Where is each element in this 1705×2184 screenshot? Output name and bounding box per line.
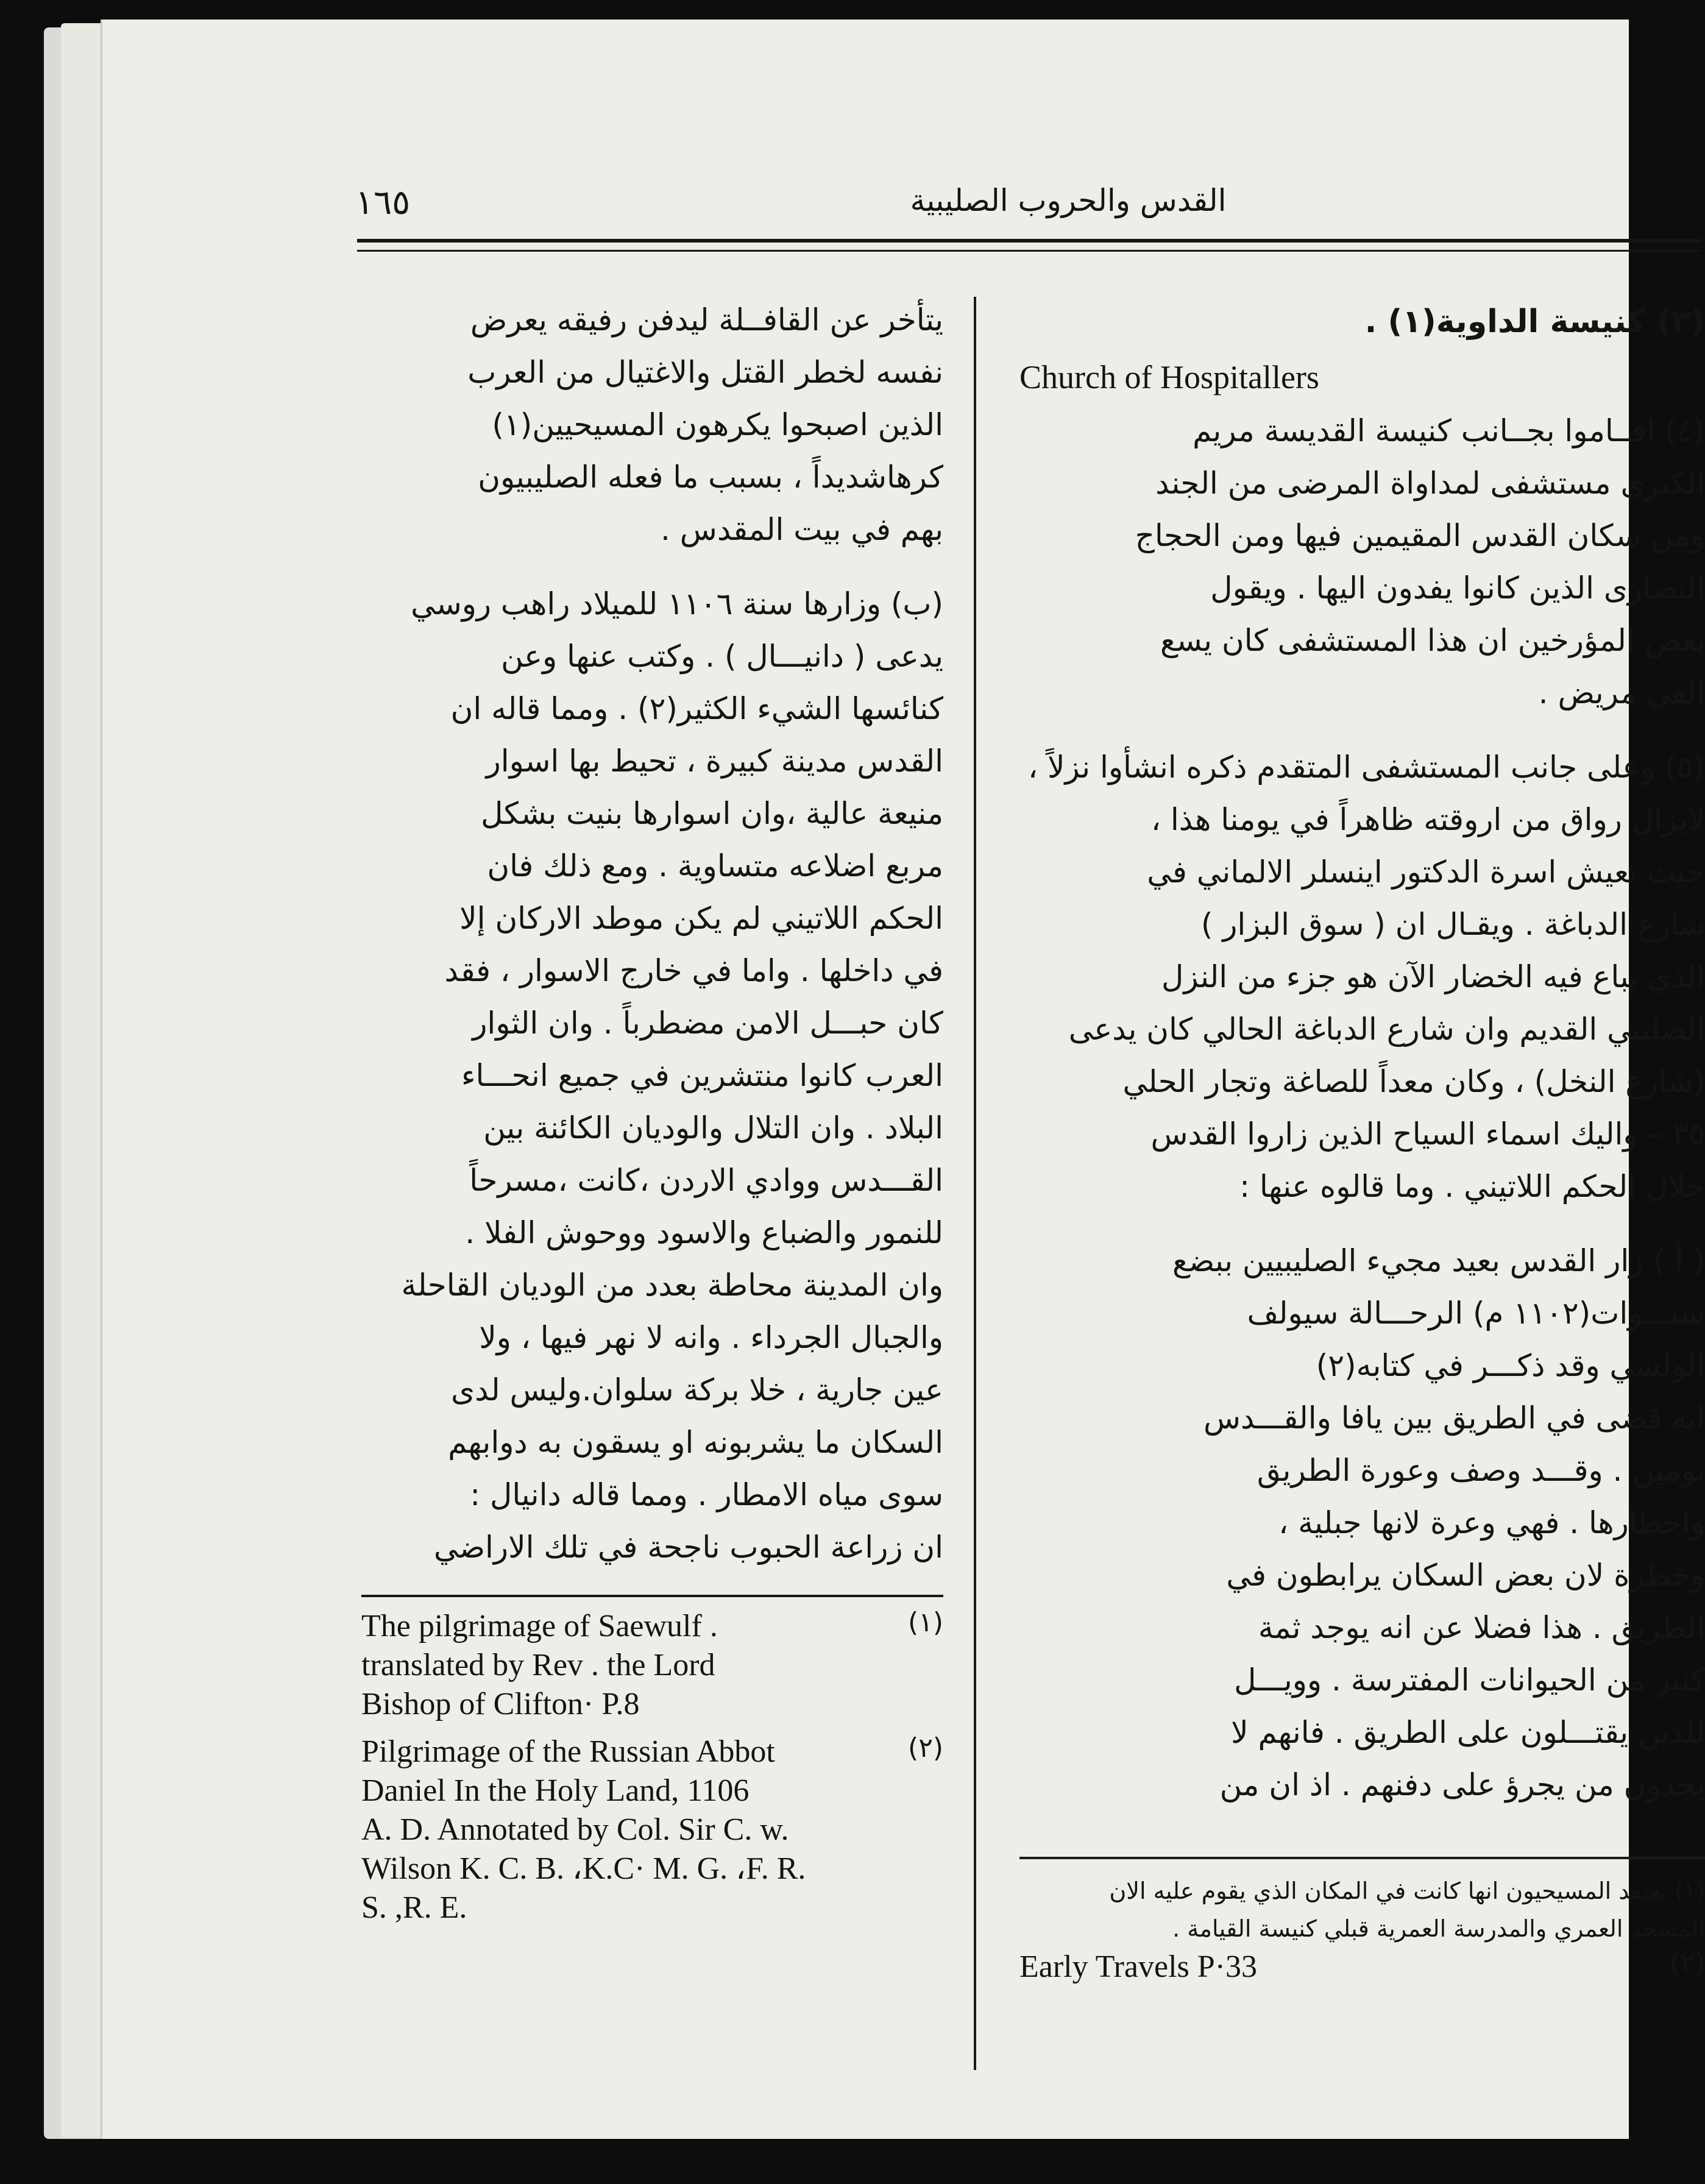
footnote-line: Bishop of Clifton· P.8 [361, 1687, 640, 1721]
footnotes-right [1019, 1872, 1705, 1987]
text-line: الولشي وقد ذكـــر في كتابه(٢) [1316, 1348, 1705, 1383]
text-line: بهم في بيت المقدس . [661, 512, 943, 547]
footnote-1-line: (١) يعتقد المسيحيون انها كانت في المكان الذي يقوم عليه الان [1109, 1877, 1705, 1904]
text-line: البلاد . وان التلال والوديان الكائنة بين [483, 1110, 943, 1146]
text-line: لايزال رواق من اروقته ظاهراً في يومنا هذا ، [1150, 802, 1705, 837]
text-line: (ب) وزارها سنة ١١٠٦ للميلاد راهب روسي [411, 586, 943, 622]
text-line: مربع اضلاعه متساوية . ومع ذلك فان [487, 848, 943, 884]
text-line: للذين يقتـــلون على الطريق . فانهم لا [1231, 1715, 1705, 1750]
text-line: سنـــوات(١١٠٢ م) الرحـــالة سيولف [1247, 1296, 1705, 1331]
text-line: يومين . وقـــد وصف وعورة الطريق [1257, 1453, 1705, 1488]
text-line: في داخلها . واما في خارج الاسوار ، فقد [444, 953, 943, 988]
text-line: القدس مدينة كبيرة ، تحيط بها اسوار [486, 743, 943, 779]
text-line: كثير من الحيوانات المفترسة . وويـــل [1234, 1662, 1705, 1698]
paragraph-a [1019, 1235, 1705, 1811]
text-line: انه قضى في الطريق بين يافا والقـــدس [1203, 1400, 1705, 1436]
page-number: ١٦٥ [355, 183, 411, 222]
running-title: القدس والحروب الصليبية [910, 183, 1227, 218]
text-line: خلال الحكم اللاتيني . وما قالوه عنها : [1239, 1169, 1705, 1204]
footnote-line: Daniel In the Holy Land, 1106 [361, 1773, 750, 1808]
header-rule [357, 239, 1701, 243]
right-column [1019, 294, 1705, 1811]
footnote-2 [1019, 1948, 1705, 1987]
header-rule-thin [357, 250, 1701, 252]
footnote-rule-left [361, 1595, 943, 1597]
footnote-1-marker: (١) [908, 1607, 943, 1638]
footnote-line: Pilgrimage of the Russian Abbot [361, 1734, 775, 1769]
text-line: عين جارية ، خلا بركة سلوان.وليس لدى [451, 1372, 943, 1408]
text-line: للنمور والضباع والاسود ووحوش الفلا . [465, 1215, 943, 1250]
text-line: الحكم اللاتيني لم يكن موطد الاركان إلا [459, 901, 943, 936]
paragraph-35 [1019, 1108, 1705, 1213]
text-line: ٣٥ – واليك اسماء السياح الذين زاروا القدس [1150, 1116, 1705, 1152]
text-line: ان زراعة الحبوب ناجحة في تلك الاراضي [433, 1530, 943, 1565]
text-line: يتأخر عن القافــلة ليدفن رفيقه يعرض [470, 302, 943, 338]
text-line: شارع الدباغة . ويقـال ان ( سوق البزار ) [1200, 907, 1705, 942]
footnote-line: A. D. Annotated by Col. Sir C. w. [361, 1812, 789, 1847]
left-column [361, 294, 943, 1573]
paragraph-4 [1019, 405, 1705, 719]
paragraph-b [361, 578, 943, 1573]
footnote-1-line: المسجد العمري والمدرسة العمرية قبلي كنيسة القيامة . [1172, 1915, 1705, 1942]
text-line: القـــدس ووادي الاردن ،كانت ،مسرحاً [469, 1163, 943, 1198]
text-line: (٥) وعلى جانب المستشفى المتقدم ذكره انشأوا نزلاً ، [1028, 750, 1705, 785]
text-line: كنائسها الشيء الكثير(٢) . ومما قاله ان [450, 691, 943, 726]
text-line: يجدون من يجرؤ على دفنهم . اذ ان من [1219, 1767, 1705, 1803]
text-line: كرهاشديداً ، بسبب ما فعله الصليبيون [478, 459, 943, 495]
footnotes-left [361, 1607, 943, 1927]
text-line: يدعى ( دانيـــال ) . وكتب عنها وعن [501, 639, 943, 674]
footnote-2-marker: (٢) [908, 1732, 943, 1764]
paragraph-continued [361, 294, 943, 556]
text-line: الصليبي القديم وان شارع الدباغة الحالي كان يدعى [1068, 1012, 1705, 1047]
text-line: الفي مريض . [1538, 675, 1705, 711]
text-line: وخطرة لان بعض السكان يرابطون في [1226, 1558, 1705, 1593]
text-line: (٤) اقــاموا بجــانب كنيسة القديسة مريم [1193, 413, 1705, 448]
text-line: السكان ما يشربونه او يسقون به دوابهم [448, 1425, 943, 1460]
section-heading-3: (٣) كنيسة الداوية(١) . [1364, 303, 1705, 340]
text-line: حيث تعيش اسرة الدكتور اينسلر الالماني في [1147, 854, 1705, 890]
text-line: واخطارها . فهي وعرة لانها جبلية ، [1278, 1505, 1705, 1540]
footnote-line: translated by Rev . the Lord [361, 1648, 715, 1682]
footnote-2-text: Early Travels P·33 [1019, 1949, 1257, 1984]
text-line: كان حبـــل الامن مضطرباً . وان الثوار [472, 1005, 943, 1041]
text-line: الذين اصبحوا يكرهون المسيحيين(١) [492, 407, 943, 442]
text-line: ومن سكان القدس المقيمين فيها ومن الحجاج [1135, 518, 1705, 553]
footnote-line: S. ,R. E. [361, 1890, 467, 1925]
text-line: نفسه لخطر القتل والاغتيال من العرب [467, 355, 943, 390]
text-line: بعض المؤرخين ان هذا المستشفى كان يسع [1160, 623, 1705, 658]
text-line: الذي يباع فيه الخضار الآن هو جزء من النزل [1161, 959, 1705, 994]
footnote-rule-right [1019, 1857, 1705, 1859]
footnote-1-en [361, 1607, 943, 1724]
book-page [101, 20, 1705, 2139]
text-line: وان المدينة محاطة بعدد من الوديان القاحلة [401, 1268, 943, 1303]
footnote-line: The pilgrimage of Saewulf . [361, 1609, 718, 1643]
text-line: سوى مياه الامطار . ومما قاله دانيال : [470, 1477, 943, 1512]
text-line: ( أ ) زار القدس بعيد مجيء الصليبيين ببضع [1172, 1243, 1705, 1278]
footnote-2-en [361, 1732, 943, 1927]
text-line: منيعة عالية ،وان اسوارها بنيت بشكل [481, 796, 943, 831]
footnote-line: Wilson K. C. B. ،K.C· M. G. ،F. R. [361, 1851, 806, 1886]
text-line: الكبرى مستشفى لمداواة المرضى من الجند [1155, 466, 1705, 501]
text-line: الطريق . هذا فضلا عن انه يوجد ثمة [1258, 1610, 1705, 1645]
paragraph-5 [1019, 741, 1705, 1108]
running-head [355, 183, 1702, 225]
column-divider [974, 297, 976, 2070]
text-line: والجبال الجرداء . وانه لا نهر فيها ، ولا [479, 1320, 943, 1355]
section-heading-english: Church of Hospitallers [1019, 359, 1319, 395]
text-line: (شارع النخل) ، وكان معداً للصاغة وتجار الحلي [1122, 1064, 1705, 1099]
footnote-2-marker: (٢) [1670, 1948, 1705, 1979]
text-line: العرب كانوا منتشرين في جميع انحـــاء [461, 1058, 943, 1093]
text-line: النصارى الذين كانوا يفدون اليها . ويقول [1210, 570, 1705, 606]
